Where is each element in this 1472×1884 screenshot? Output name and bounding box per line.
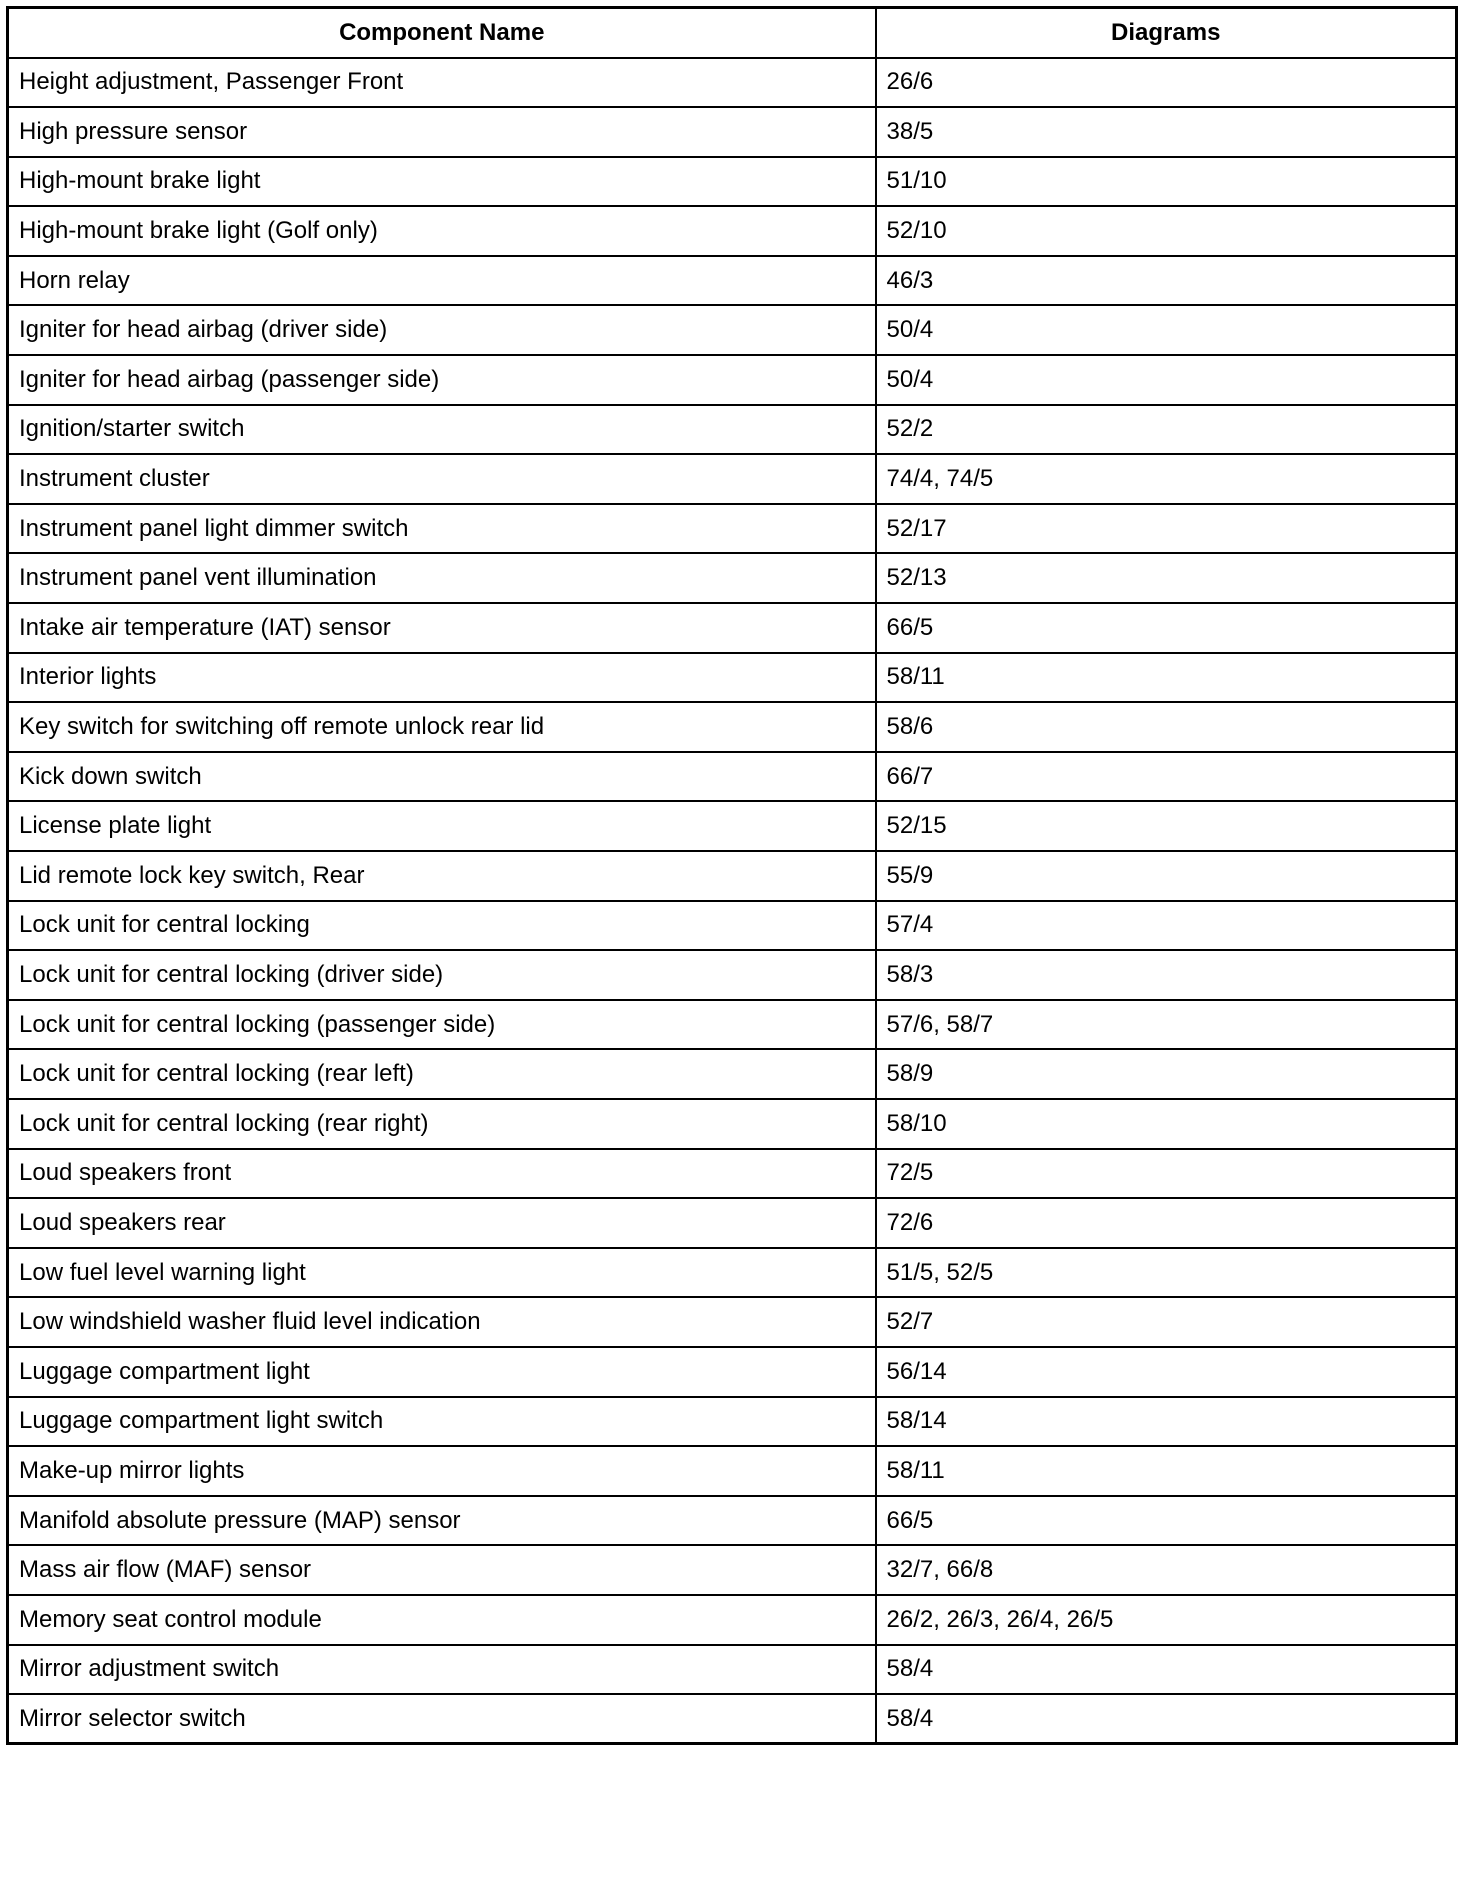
component-name-cell: Manifold absolute pressure (MAP) sensor	[8, 1496, 876, 1546]
diagrams-cell: 72/6	[876, 1198, 1457, 1248]
component-name-cell: Luggage compartment light	[8, 1347, 876, 1397]
table-row	[8, 1149, 1457, 1199]
component-name-cell: Interior lights	[8, 653, 876, 703]
component-name-cell: Instrument cluster	[8, 454, 876, 504]
table-row	[8, 1645, 1457, 1695]
component-name-cell: Lock unit for central locking (rear right)	[8, 1099, 876, 1149]
table-row	[8, 1496, 1457, 1546]
table-row	[8, 1397, 1457, 1447]
table-row	[8, 752, 1457, 802]
component-name-cell: Horn relay	[8, 256, 876, 306]
diagrams-cell: 52/10	[876, 206, 1457, 256]
component-name-cell: Height adjustment, Passenger Front	[8, 58, 876, 108]
diagrams-cell: 58/4	[876, 1694, 1457, 1744]
header-diagrams: Diagrams	[876, 8, 1457, 58]
diagrams-cell: 66/7	[876, 752, 1457, 802]
component-name-cell: Luggage compartment light switch	[8, 1397, 876, 1447]
component-name-cell: Lock unit for central locking (driver side)	[8, 950, 876, 1000]
component-name-cell: Mirror adjustment switch	[8, 1645, 876, 1695]
diagrams-cell: 58/14	[876, 1397, 1457, 1447]
table-row	[8, 1545, 1457, 1595]
table-row	[8, 405, 1457, 455]
component-name-cell: Loud speakers front	[8, 1149, 876, 1199]
table-row	[8, 1000, 1457, 1050]
diagrams-cell: 58/11	[876, 653, 1457, 703]
component-diagram-table	[6, 6, 1458, 1745]
component-name-cell: Lid remote lock key switch, Rear	[8, 851, 876, 901]
table-row	[8, 851, 1457, 901]
diagrams-cell: 58/10	[876, 1099, 1457, 1149]
diagrams-cell: 51/5, 52/5	[876, 1248, 1457, 1298]
table-row	[8, 206, 1457, 256]
diagrams-cell: 26/6	[876, 58, 1457, 108]
diagrams-cell: 52/2	[876, 405, 1457, 455]
diagrams-cell: 58/6	[876, 702, 1457, 752]
diagrams-cell: 38/5	[876, 107, 1457, 157]
diagrams-cell: 72/5	[876, 1149, 1457, 1199]
diagrams-cell: 52/17	[876, 504, 1457, 554]
table-row	[8, 355, 1457, 405]
diagrams-cell: 66/5	[876, 1496, 1457, 1546]
table-row	[8, 1099, 1457, 1149]
diagrams-cell: 52/7	[876, 1297, 1457, 1347]
component-name-cell: Mass air flow (MAF) sensor	[8, 1545, 876, 1595]
diagrams-cell: 57/4	[876, 901, 1457, 951]
table-row	[8, 1446, 1457, 1496]
table-row	[8, 157, 1457, 207]
diagrams-cell: 57/6, 58/7	[876, 1000, 1457, 1050]
table-row	[8, 702, 1457, 752]
table-row	[8, 1198, 1457, 1248]
component-name-cell: Low windshield washer fluid level indication	[8, 1297, 876, 1347]
component-name-cell: High-mount brake light (Golf only)	[8, 206, 876, 256]
table-row	[8, 1049, 1457, 1099]
diagrams-cell: 58/11	[876, 1446, 1457, 1496]
diagrams-cell: 52/13	[876, 553, 1457, 603]
component-name-cell: Memory seat control module	[8, 1595, 876, 1645]
component-name-cell: Mirror selector switch	[8, 1694, 876, 1744]
diagrams-cell: 26/2, 26/3, 26/4, 26/5	[876, 1595, 1457, 1645]
table-row	[8, 1297, 1457, 1347]
component-name-cell: Loud speakers rear	[8, 1198, 876, 1248]
table-row	[8, 553, 1457, 603]
table-row	[8, 950, 1457, 1000]
table-header-row	[8, 8, 1457, 58]
component-name-cell: License plate light	[8, 801, 876, 851]
component-name-cell: Instrument panel light dimmer switch	[8, 504, 876, 554]
diagrams-cell: 58/3	[876, 950, 1457, 1000]
table-row	[8, 653, 1457, 703]
table-row	[8, 107, 1457, 157]
diagrams-cell: 32/7, 66/8	[876, 1545, 1457, 1595]
diagrams-cell: 50/4	[876, 355, 1457, 405]
table-row	[8, 1248, 1457, 1298]
table-row	[8, 454, 1457, 504]
component-name-cell: Low fuel level warning light	[8, 1248, 876, 1298]
table-row	[8, 801, 1457, 851]
component-name-cell: Igniter for head airbag (passenger side)	[8, 355, 876, 405]
table-row	[8, 901, 1457, 951]
diagrams-cell: 46/3	[876, 256, 1457, 306]
diagrams-cell: 50/4	[876, 305, 1457, 355]
component-name-cell: Instrument panel vent illumination	[8, 553, 876, 603]
table-row	[8, 1347, 1457, 1397]
header-component-name: Component Name	[8, 8, 876, 58]
component-name-cell: Lock unit for central locking (passenger side)	[8, 1000, 876, 1050]
component-name-cell: Igniter for head airbag (driver side)	[8, 305, 876, 355]
table-row	[8, 305, 1457, 355]
component-name-cell: High-mount brake light	[8, 157, 876, 207]
component-name-cell: Kick down switch	[8, 752, 876, 802]
diagrams-cell: 51/10	[876, 157, 1457, 207]
table-body	[8, 58, 1457, 1744]
diagrams-cell: 58/4	[876, 1645, 1457, 1695]
diagrams-cell: 52/15	[876, 801, 1457, 851]
component-name-cell: Make-up mirror lights	[8, 1446, 876, 1496]
component-name-cell: Lock unit for central locking	[8, 901, 876, 951]
diagrams-cell: 56/14	[876, 1347, 1457, 1397]
table-row	[8, 1694, 1457, 1744]
diagrams-cell: 66/5	[876, 603, 1457, 653]
table-row	[8, 603, 1457, 653]
component-name-cell: Lock unit for central locking (rear left)	[8, 1049, 876, 1099]
table-row	[8, 1595, 1457, 1645]
diagrams-cell: 55/9	[876, 851, 1457, 901]
table-row	[8, 256, 1457, 306]
diagrams-cell: 58/9	[876, 1049, 1457, 1099]
table-row	[8, 504, 1457, 554]
component-name-cell: Key switch for switching off remote unlock rear lid	[8, 702, 876, 752]
diagrams-cell: 74/4, 74/5	[876, 454, 1457, 504]
component-name-cell: Intake air temperature (IAT) sensor	[8, 603, 876, 653]
component-name-cell: High pressure sensor	[8, 107, 876, 157]
table-row	[8, 58, 1457, 108]
component-name-cell: Ignition/starter switch	[8, 405, 876, 455]
